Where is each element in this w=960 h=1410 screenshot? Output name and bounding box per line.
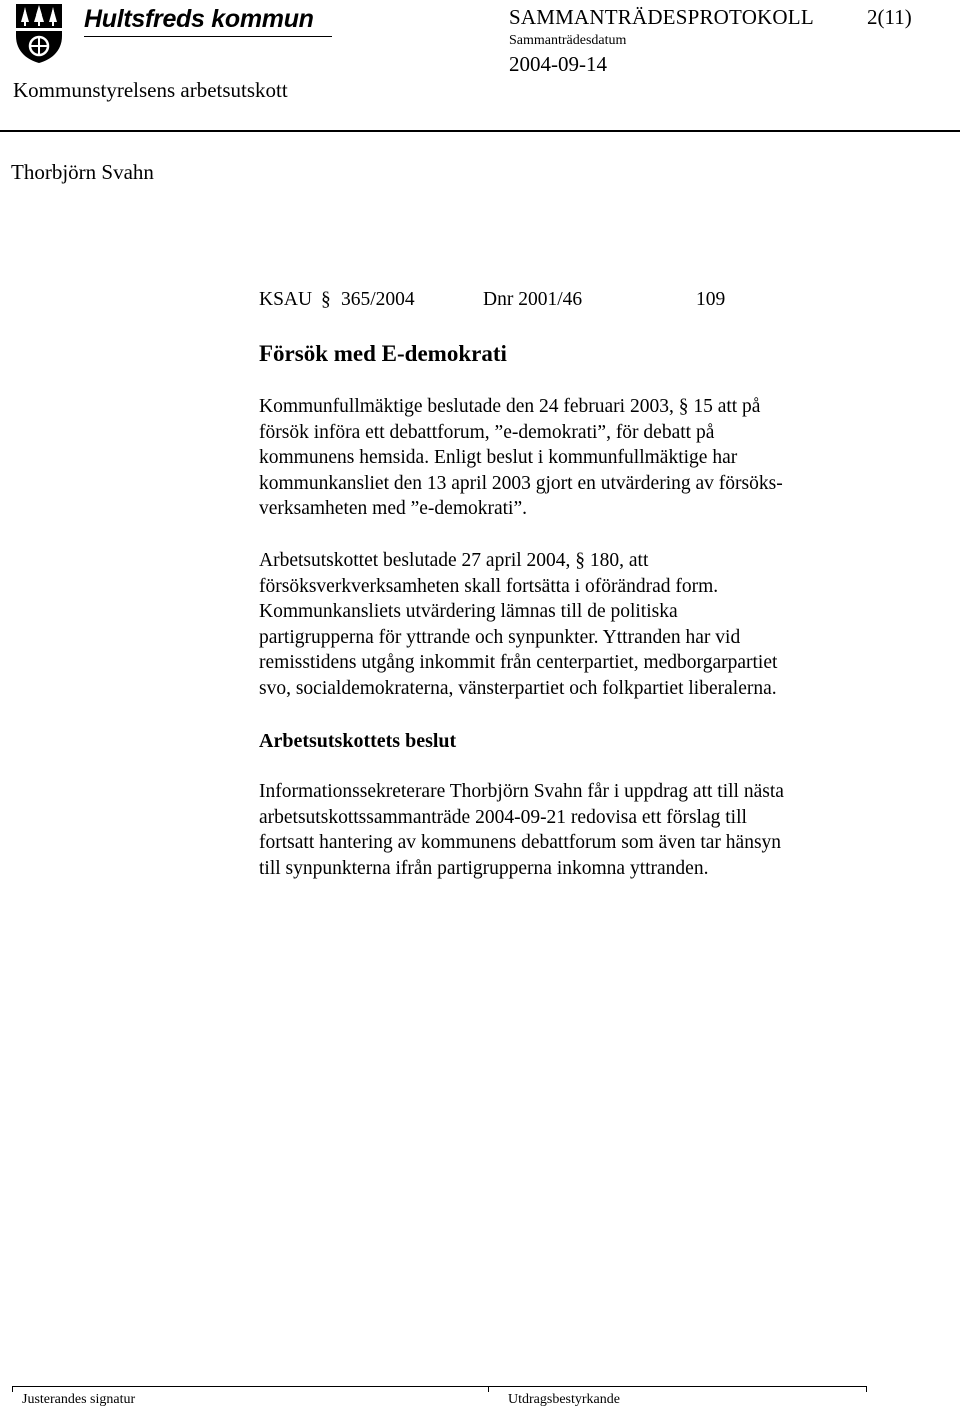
background-paragraph: Kommunfullmäktige beslutade den 24 februari 2003, § 15 att på försök införa ett debattforum, ”e-demokrati”, för debatt på kommunens hemsida. Enligt beslut i kommunfullmäktige har kommunkansliet den 13 april 2003 gjort en utvärdering av försöks- verksamheten med ”e-demokrati”. bbox=[259, 396, 783, 520]
case-title: Försök med E-demokrati bbox=[259, 341, 507, 366]
footer-tick bbox=[488, 1386, 489, 1392]
brand-underline bbox=[84, 36, 332, 37]
recipient-name: Thorbjörn Svahn bbox=[11, 160, 154, 184]
header-divider bbox=[0, 130, 960, 132]
section-sign-icon: § bbox=[321, 289, 331, 310]
history-paragraph: Arbetsutskottet beslutade 27 april 2004, § 180, att försöksverkverksamheten skall fortsätta i oförändrad form. Kommunkansliets utvärdering lämnas till de politiska partigrupperna för yttrande och synpunkter. Yttranden har vid remisstidens utgång inkommit från centerpartiet, medborgarpartiet svo, socialdemokraterna, vänsterpartiet och folkpartiet liberalerna. bbox=[259, 550, 778, 699]
footer-tick bbox=[12, 1386, 13, 1392]
page-number: 2(11) bbox=[867, 5, 912, 29]
meeting-date-label: Sammanträdesdatum bbox=[509, 33, 627, 48]
page-reference: 109 bbox=[696, 289, 726, 310]
extract-certification-label: Utdragsbestyrkande bbox=[508, 1392, 620, 1407]
diary-number: Dnr 2001/46 bbox=[483, 289, 583, 310]
decision-heading: Arbetsutskottets beslut bbox=[259, 730, 457, 752]
decision-paragraph: Informationssekreterare Thorbjörn Svahn får i uppdrag att till nästa arbetsutskottssammanträde 2004-09-21 redovisa ett förslag till fortsatt hantering av kommunens debattforum som även tar hänsyn till synpunkterna ifrån partigrupperna inkomna yttranden. bbox=[259, 781, 784, 879]
committee-ref: KSAU bbox=[259, 289, 313, 310]
meeting-date-value: 2004-09-14 bbox=[509, 52, 607, 76]
brand-name: Hultsfreds kommun bbox=[84, 5, 314, 33]
case-reference-line bbox=[259, 287, 939, 313]
organ-name: Kommunstyrelsens arbetsutskott bbox=[13, 78, 288, 102]
municipal-coat-of-arms-icon bbox=[14, 2, 64, 64]
protocol-title: SAMMANTRÄDESPROTOKOLL bbox=[509, 5, 814, 29]
paragraph-number: 365/2004 bbox=[341, 289, 415, 310]
footer-divider bbox=[12, 1386, 867, 1387]
signature-label: Justerandes signatur bbox=[22, 1392, 136, 1407]
footer-tick bbox=[866, 1386, 867, 1392]
